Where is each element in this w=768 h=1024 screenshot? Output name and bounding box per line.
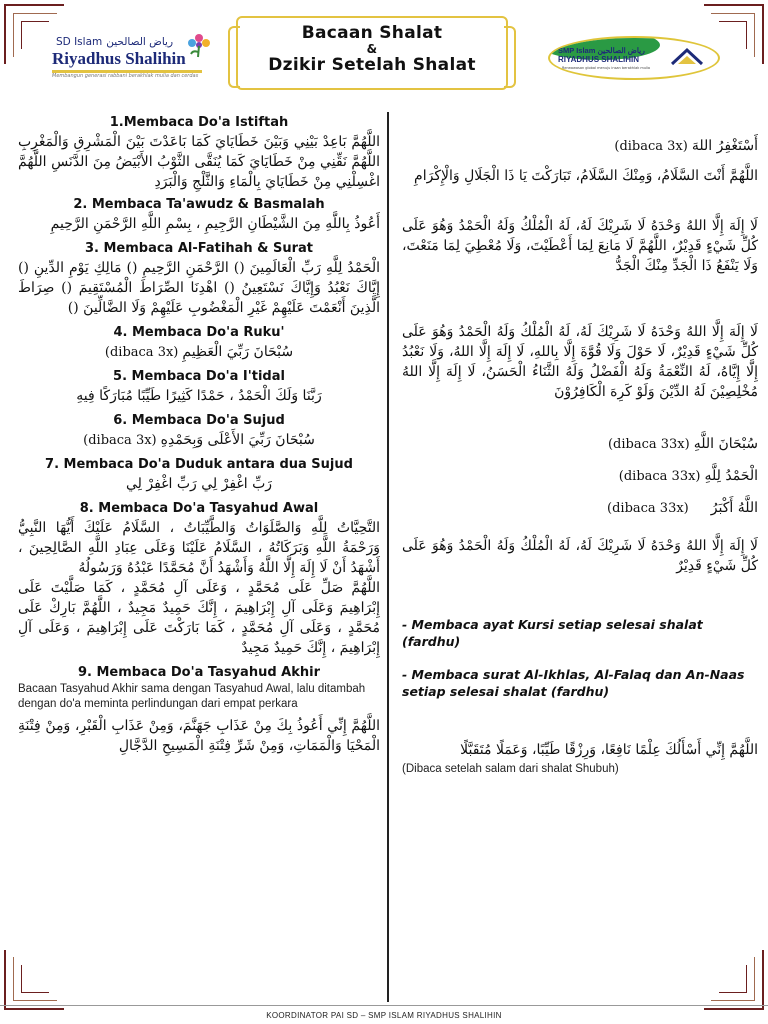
arabic-istighfar: أَسْتَغْفِرُ اللهَ bbox=[691, 138, 758, 154]
smp-logo-name: RIYADHUS SHALIHIN bbox=[558, 55, 640, 64]
title-frame bbox=[236, 16, 508, 90]
section-title-taawudz: 2. Membaca Ta'awudz & Basmalah bbox=[73, 197, 325, 212]
tahmid-repeat-note: (dibaca 33x) bbox=[618, 468, 701, 484]
corner-ornament-bottom-left bbox=[4, 950, 64, 1010]
ruku-repeat-note: (dibaca 3x) bbox=[104, 344, 179, 360]
arabic-antas-salam: اللَّهُمَّ أَنْتَ السَّلَامُ، وَمِنْكَ السَّلَامُ، تَبَارَكْتَ يَا ذَا الْجَلَالِ وَالْإِكْرَامِ bbox=[414, 168, 758, 184]
istighfar-row bbox=[402, 136, 758, 156]
tahmid-row bbox=[402, 466, 758, 486]
flower-icon bbox=[186, 32, 212, 58]
smp-logo-top: SMP Islam رياض الصالحين bbox=[558, 46, 645, 55]
arabic-tasyahud-akhir: اللَّهُمَّ إِنِّي أَعُوذُ بِكَ مِنْ عَذَابِ جَهَنَّمَ، وَمِنْ عَذَابِ الْقَبْرِ، وَمِنْ فِتْنَةِ الْمَحْيَا وَالْمَمَاتِ، وَمِنْ شَرِّ فِتْنَةِ الْمَسِيحِ الدَّجَّالِ bbox=[18, 718, 380, 754]
arabic-tasyahud-awal: التَّحِيَّاتُ لِلَّهِ وَالصَّلَوَاتُ وَالطَّيِّبَاتُ ، السَّلَامُ عَلَيْكَ أَيُّهَا النَّبِيُّ وَرَحْمَةُ اللَّهِ وَبَرَكَاتُهُ ، السَّلَامُ عَلَيْنَا وَعَلَى عِبَادِ اللَّهِ الصَّالِحِينَ ، أَشْهَدُ أَنْ لَا إِلَهَ إِلَّا اللَّهُ وَأَشْهَدُ أَنَّ مُحَمَّدًا عَبْدُهُ وَرَسُولُهُ bbox=[18, 520, 380, 576]
column-divider bbox=[387, 112, 389, 1002]
section-title-itidal: 5. Membaca Do'a I'tidal bbox=[113, 369, 285, 384]
arabic-istiftah: اللَّهُمَّ بَاعِدْ بَيْنِي وَبَيْنَ خَطَايَايَ كَمَا بَاعَدْتَ بَيْنَ الْمَشْرِقِ وَالْمَغْرِبِ اللَّهُمَّ نَقِّنِي مِنْ خَطَايَايَ كَمَا يُنَقَّى الثَّوْبُ الأَبْيَضُ مِنَ الدَّنَسِ اللَّهُمَّ اغْسِلْنِي مِنْ خَطَايَايَ بِالْمَاءِ وَالثَّلْجِ وَالْبَرَدِ bbox=[18, 134, 380, 190]
arabic-morning-doa: اللَّهُمَّ إِنِّي أَسْأَلُكَ عِلْمًا نَافِعًا، وَرِزْقًا طَيِّبًا، وَعَمَلًا مُتَقَبَّلًا bbox=[460, 742, 758, 758]
section-title-istiftah: 1.Membaca Do'a Istiftah bbox=[109, 115, 289, 130]
takbir-repeat-note: (dibaca 33x) bbox=[607, 500, 689, 516]
sd-logo bbox=[52, 36, 222, 86]
sd-logo-tagline: Membangun generasi rabbani berakhlak mulia dan cerdas bbox=[52, 73, 199, 79]
section-title-tasyahud-akhir: 9. Membaca Do'a Tasyahud Akhir bbox=[77, 665, 320, 680]
ruku-row bbox=[18, 342, 380, 362]
takbir-row bbox=[402, 498, 758, 518]
arabic-shalawat: اللَّهُمَّ صَلِّ عَلَى مُحَمَّدٍ ، وَعَلَى آلِ مُحَمَّدٍ ، كَمَا صَلَّيْتَ عَلَى إِبْرَاهِيمَ وَعَلَى آلِ إِبْرَاهِيمَ ، إِنَّكَ حَمِيدٌ مَجِيدٌ ، اللَّهُمَّ بَارِكْ عَلَى مُحَمَّدٍ ، وَعَلَى آلِ مُحَمَّدٍ ، كَمَا بَارَكْتَ عَلَى إِبْرَاهِيمَ ، وَعَلَى آلِ إِبْرَاهِيمَ ، إِنَّكَ حَمِيدٌ مَجِيدٌ bbox=[18, 580, 380, 656]
arabic-taawudz: أَعُوذُ بِاللَّهِ مِنَ الشَّيْطَانِ الرَّجِيمِ ، بِسْمِ اللَّهِ الرَّحْمَنِ الرَّحِيمِ bbox=[50, 216, 380, 232]
corner-ornament-bottom-right bbox=[704, 950, 764, 1010]
section-title-tasyahud-awal: 8. Membaca Do'a Tasyahud Awal bbox=[79, 501, 319, 516]
arabic-tahlil-2: لَا إِلَهَ إِلَّا اللهُ وَحْدَهُ لَا شَرِيْكَ لَهُ، لَهُ الْمُلْكُ وَلَهُ الْحَمْدُ وَهُوَ عَلَى كُلِّ شَيْءٍ قَدِيْرٌ، لَا حَوْلَ وَلَا قُوَّةَ إِلَّا بِاللهِ، لَا إِلَهَ إِلَّا اللهُ، وَلَا نَعْبُدُ إِلَّا إِيَّاهُ، لَهُ النِّعْمَةُ وَلَهُ الْفَضْلُ وَلَهُ الثَّنَاءُ الْحَسَنُ، لَا إِلَهَ إِلَّا اللهُ مُخْلِصِيْنَ لَهُ الدِّيْنَ وَلَوْ كَرِهَ الْكَافِرُوْنَ bbox=[402, 324, 758, 400]
section-title-ruku: 4. Membaca Do'a Ruku' bbox=[113, 325, 285, 340]
arabic-tahlil-3: لَا إِلَهَ إِلَّا اللهُ وَحْدَهُ لَا شَرِيْكَ لَهُ، لَهُ الْمُلْكُ وَلَهُ الْحَمْدُ وَهُوَ عَلَى كُلِّ شَيْءٍ قَدِيْرٌ bbox=[402, 538, 758, 574]
section-title-sujud: 6. Membaca Do'a Sujud bbox=[113, 413, 285, 428]
istighfar-repeat-note: (dibaca 3x) bbox=[614, 138, 688, 154]
sd-logo-top: SD Islam رياض الصالحين bbox=[56, 36, 174, 48]
arabic-tasbih: سُبْحَانَ اللَّهِ bbox=[693, 436, 758, 452]
arabic-fatihah: الْحَمْدُ لِلَّهِ رَبِّ الْعَالَمِينَ () الرَّحْمَنِ الرَّحِيمِ () مَالِكِ يَوْمِ الدِّينِ () إِيَّاكَ نَعْبُدُ وَإِيَّاكَ نَسْتَعِينُ () اهْدِنَا الصِّرَاطَ الْمُسْتَقِيمَ () صِرَاطَ الَّذِينَ أَنْعَمْتَ عَلَيْهِمْ غَيْرِ الْمَغْضُوبِ عَلَيْهِمْ وَلَا الضَّالِّينَ () bbox=[18, 260, 380, 316]
arabic-duduk: رَبِّ اغْفِرْ لِي رَبِّ اغْفِرْ لِي bbox=[125, 476, 273, 492]
note-three-surahs: - Membaca surat Al-Ikhlas, Al-Falaq dan An-Naas setiap selesai shalat (fardhu) bbox=[402, 667, 745, 699]
left-column bbox=[18, 114, 380, 756]
arabic-tahlil-1: لَا إِلَهَ إِلَّا اللهُ وَحْدَهُ لَا شَرِيْكَ لَهُ، لَهُ الْمُلْكُ وَلَهُ الْحَمْدُ وَهُوَ عَلَى كُلِّ شَيْءٍ قَدِيْرٌ، اللَّهُمَّ لَا مَانِعَ لِمَا أَعْطَيْتَ، وَلَا مُعْطِيَ لِمَا مَنَعْتَ، وَلَا يَنْفَعُ ذَا الْجَدِّ مِنْكَ الْجَدُّ bbox=[402, 218, 758, 274]
smp-logo-tagline: Berwawasan global menuju insan berakhlak mulia bbox=[562, 66, 651, 70]
sujud-row bbox=[18, 430, 380, 450]
tasbih-repeat-note: (dibaca 33x) bbox=[607, 436, 690, 452]
title-line1: Bacaan Shalat bbox=[301, 23, 443, 43]
title-ampersand: & bbox=[366, 42, 378, 56]
sd-logo-name: Riyadhus Shalihin bbox=[52, 49, 186, 68]
note-ayat-kursi: - Membaca ayat Kursi setiap selesai shalat (fardhu) bbox=[402, 617, 703, 649]
title-line2: Dzikir Setelah Shalat bbox=[268, 55, 476, 75]
arabic-tahmid: الْحَمْدُ لِلَّهِ bbox=[704, 468, 758, 484]
morning-doa-note: (Dibaca setelah salam dari shalat Shubuh) bbox=[402, 763, 619, 775]
arabic-takbir: اللَّهُ أَكْبَرُ bbox=[710, 500, 758, 516]
section-title-duduk: 7. Membaca Do'a Duduk antara dua Sujud bbox=[45, 457, 353, 472]
smp-logo bbox=[548, 36, 720, 80]
arabic-itidal: رَبَّنَا وَلَكَ الْحَمْدُ ، حَمْدًا كَثِيرًا طَيِّبًا مُبَارَكًا فِيهِ bbox=[76, 388, 322, 404]
tasyahud-akhir-description: Bacaan Tasyahud Akhir sama dengan Tasyahud Awal, lalu ditambah dengan do'a meminta perlindungan dari empat perkara bbox=[18, 683, 366, 710]
footer-coordinator: KOORDINATOR PAI SD – SMP ISLAM RIYADHUS SHALIHIN bbox=[266, 1011, 502, 1020]
tasbih-row bbox=[402, 434, 758, 454]
section-title-fatihah: 3. Membaca Al-Fatihah & Surat bbox=[84, 241, 314, 256]
arabic-sujud: سُبْحَانَ رَبِّيَ الأَعْلَى وَبِحَمْدِهِ bbox=[160, 432, 315, 448]
sujud-repeat-note: (dibaca 3x) bbox=[83, 432, 157, 448]
book-icon bbox=[670, 44, 704, 68]
right-column bbox=[402, 114, 758, 777]
footer-rule bbox=[0, 1005, 768, 1006]
arabic-ruku: سُبْحَانَ رَبِّيَ الْعَظِيمِ bbox=[182, 344, 294, 360]
